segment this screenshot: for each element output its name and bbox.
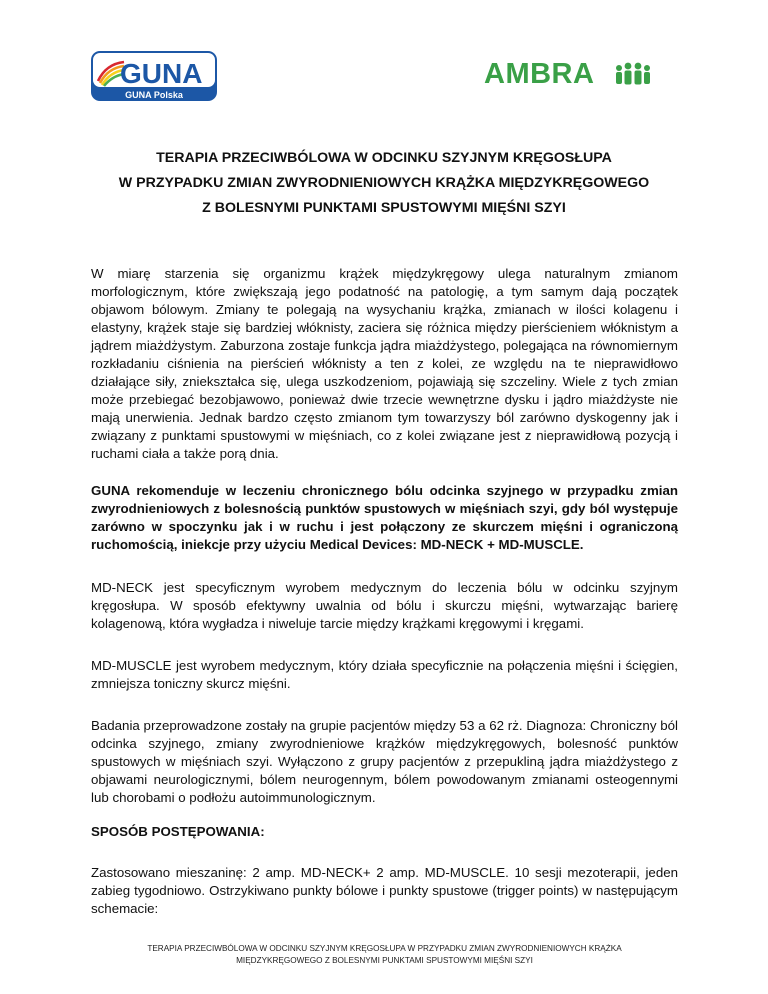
title-line-3: Z BOLESNYMI PUNKTAMI SPUSTOWYMI MIĘŚNI SZYI: [202, 200, 566, 216]
footer-line-2: MIĘDZYKRĘGOWEGO Z BOLESNYMI PUNKTAMI SPUSTOWYMI MIĘŚNI SZYI: [236, 956, 533, 965]
footer-line-1: TERAPIA PRZECIWBÓLOWA W ODCINKU SZYJNYM KRĘGOSŁUPA W PRZYPADKU ZMIAN ZWYRODNIENIOWYCH KRĄŻKA: [147, 944, 622, 953]
document-title: [60, 146, 708, 221]
svg-text:GUNA Polska: GUNA Polska: [125, 90, 183, 100]
procedure-paragraph: Zastosowano mieszaninę: 2 amp. MD-NECK+ 2 amp. MD-MUSCLE. 10 sesji mezoterapii, jeden zabieg tygodniowo. Ostrzykiwano punkty bólowe i punkty spustowe (trigger points) w następującym schemacie:: [91, 865, 678, 916]
ambra-logo: [484, 56, 656, 92]
guna-logo: [90, 50, 218, 102]
svg-text:GUNA: GUNA: [120, 58, 203, 89]
md-neck-paragraph: MD-NECK jest specyficznym wyrobem medycznym do leczenia bólu w odcinku szyjnym kręgosłupa. W sposób efektywny uwalnia od bólu i skurczu mięśni, wytwarzając barierę kolagenową, która wygładza i niweluje tarcie między krążkami kręgowymi i kręgami.: [91, 580, 678, 631]
ambra-wordmark: AMBRA: [484, 58, 595, 90]
people-icon: [612, 60, 654, 90]
page-footer: [91, 943, 678, 967]
recommendation-paragraph: GUNA rekomenduje w leczeniu chronicznego bólu odcinka szyjnego w przypadku zmian zwyrodnieniowych z bolesnością punktów spustowych w mięśniach szyi, gdy ból występuje zarówno w spoczynku jak i w ruchu i jest połączony ze skurczem mięśni i ograniczoną ruchomością, iniekcje przy użyciu Medical Devices: MD-NECK + MD-MUSCLE.: [91, 483, 678, 552]
title-line-1: TERAPIA PRZECIWBÓLOWA W ODCINKU SZYJNYM KRĘGOSŁUPA: [156, 150, 612, 166]
md-muscle-paragraph: MD-MUSCLE jest wyrobem medycznym, który działa specyficznie na połączenia mięśni i ścięgien, zmniejsza toniczny skurcz mięśni.: [91, 658, 678, 691]
intro-paragraph: W miarę starzenia się organizmu krążek międzykręgowy ulega naturalnym zmianom morfologicznym, które zwiększają jego podatność na patologię, a tym samym dają początek objawom bólowym. Zmiany te polegają na wysychaniu krążka, zmianach w ilości kolagenu i elastyny, krążek staje się bardziej włóknisty, zaciera się różnica między pierścieniem włóknistym a jądrem miażdżystym. Zaburzona zostaje funkcja jądra miażdżystego, polegająca na równomiernym rozkładaniu ciśnienia na pierścień włóknisty a ten z kolei, ze względu na te nieprawidłowo działające siły, zniekształca się, ulega uszkodzeniom, pojawiają się szczeliny. Wiele z tych zmian może przebiegać bezobjawowo, ponieważ dwie trzecie wewnętrzne dysku i jądro miażdżyste nie mają unerwienia. Jednak bardzo często zmianom tym towarzyszy ból zarówno dyskogenny jak i związany z punktami spustowymi w mięśniach, co z kolei związane jest z nieprawidłową pozycją i ruchami ciała a także porą dnia.: [91, 266, 678, 461]
title-line-2: W PRZYPADKU ZMIAN ZWYRODNIENIOWYCH KRĄŻKA MIĘDZYKRĘGOWEGO: [118, 175, 650, 191]
procedure-heading: SPOSÓB POSTĘPOWANIA:: [91, 824, 265, 839]
study-paragraph: Badania przeprowadzone zostały na grupie pacjentów między 53 a 62 rż. Diagnoza: Chroniczny ból odcinka szyjnego, zmiany zwyrodnieniowe krążków międzykręgowych, bolesność punktów spustowych w mięśniach szyi. Wyłączono z grupy pacjentów z przepukliną jądra miażdżystego z objawami neurologicznymi, bólem neurogennym, bólem powodowanym zmianami osteogennymi lub chorobami o podłożu autoimmunologicznym.: [91, 718, 678, 805]
